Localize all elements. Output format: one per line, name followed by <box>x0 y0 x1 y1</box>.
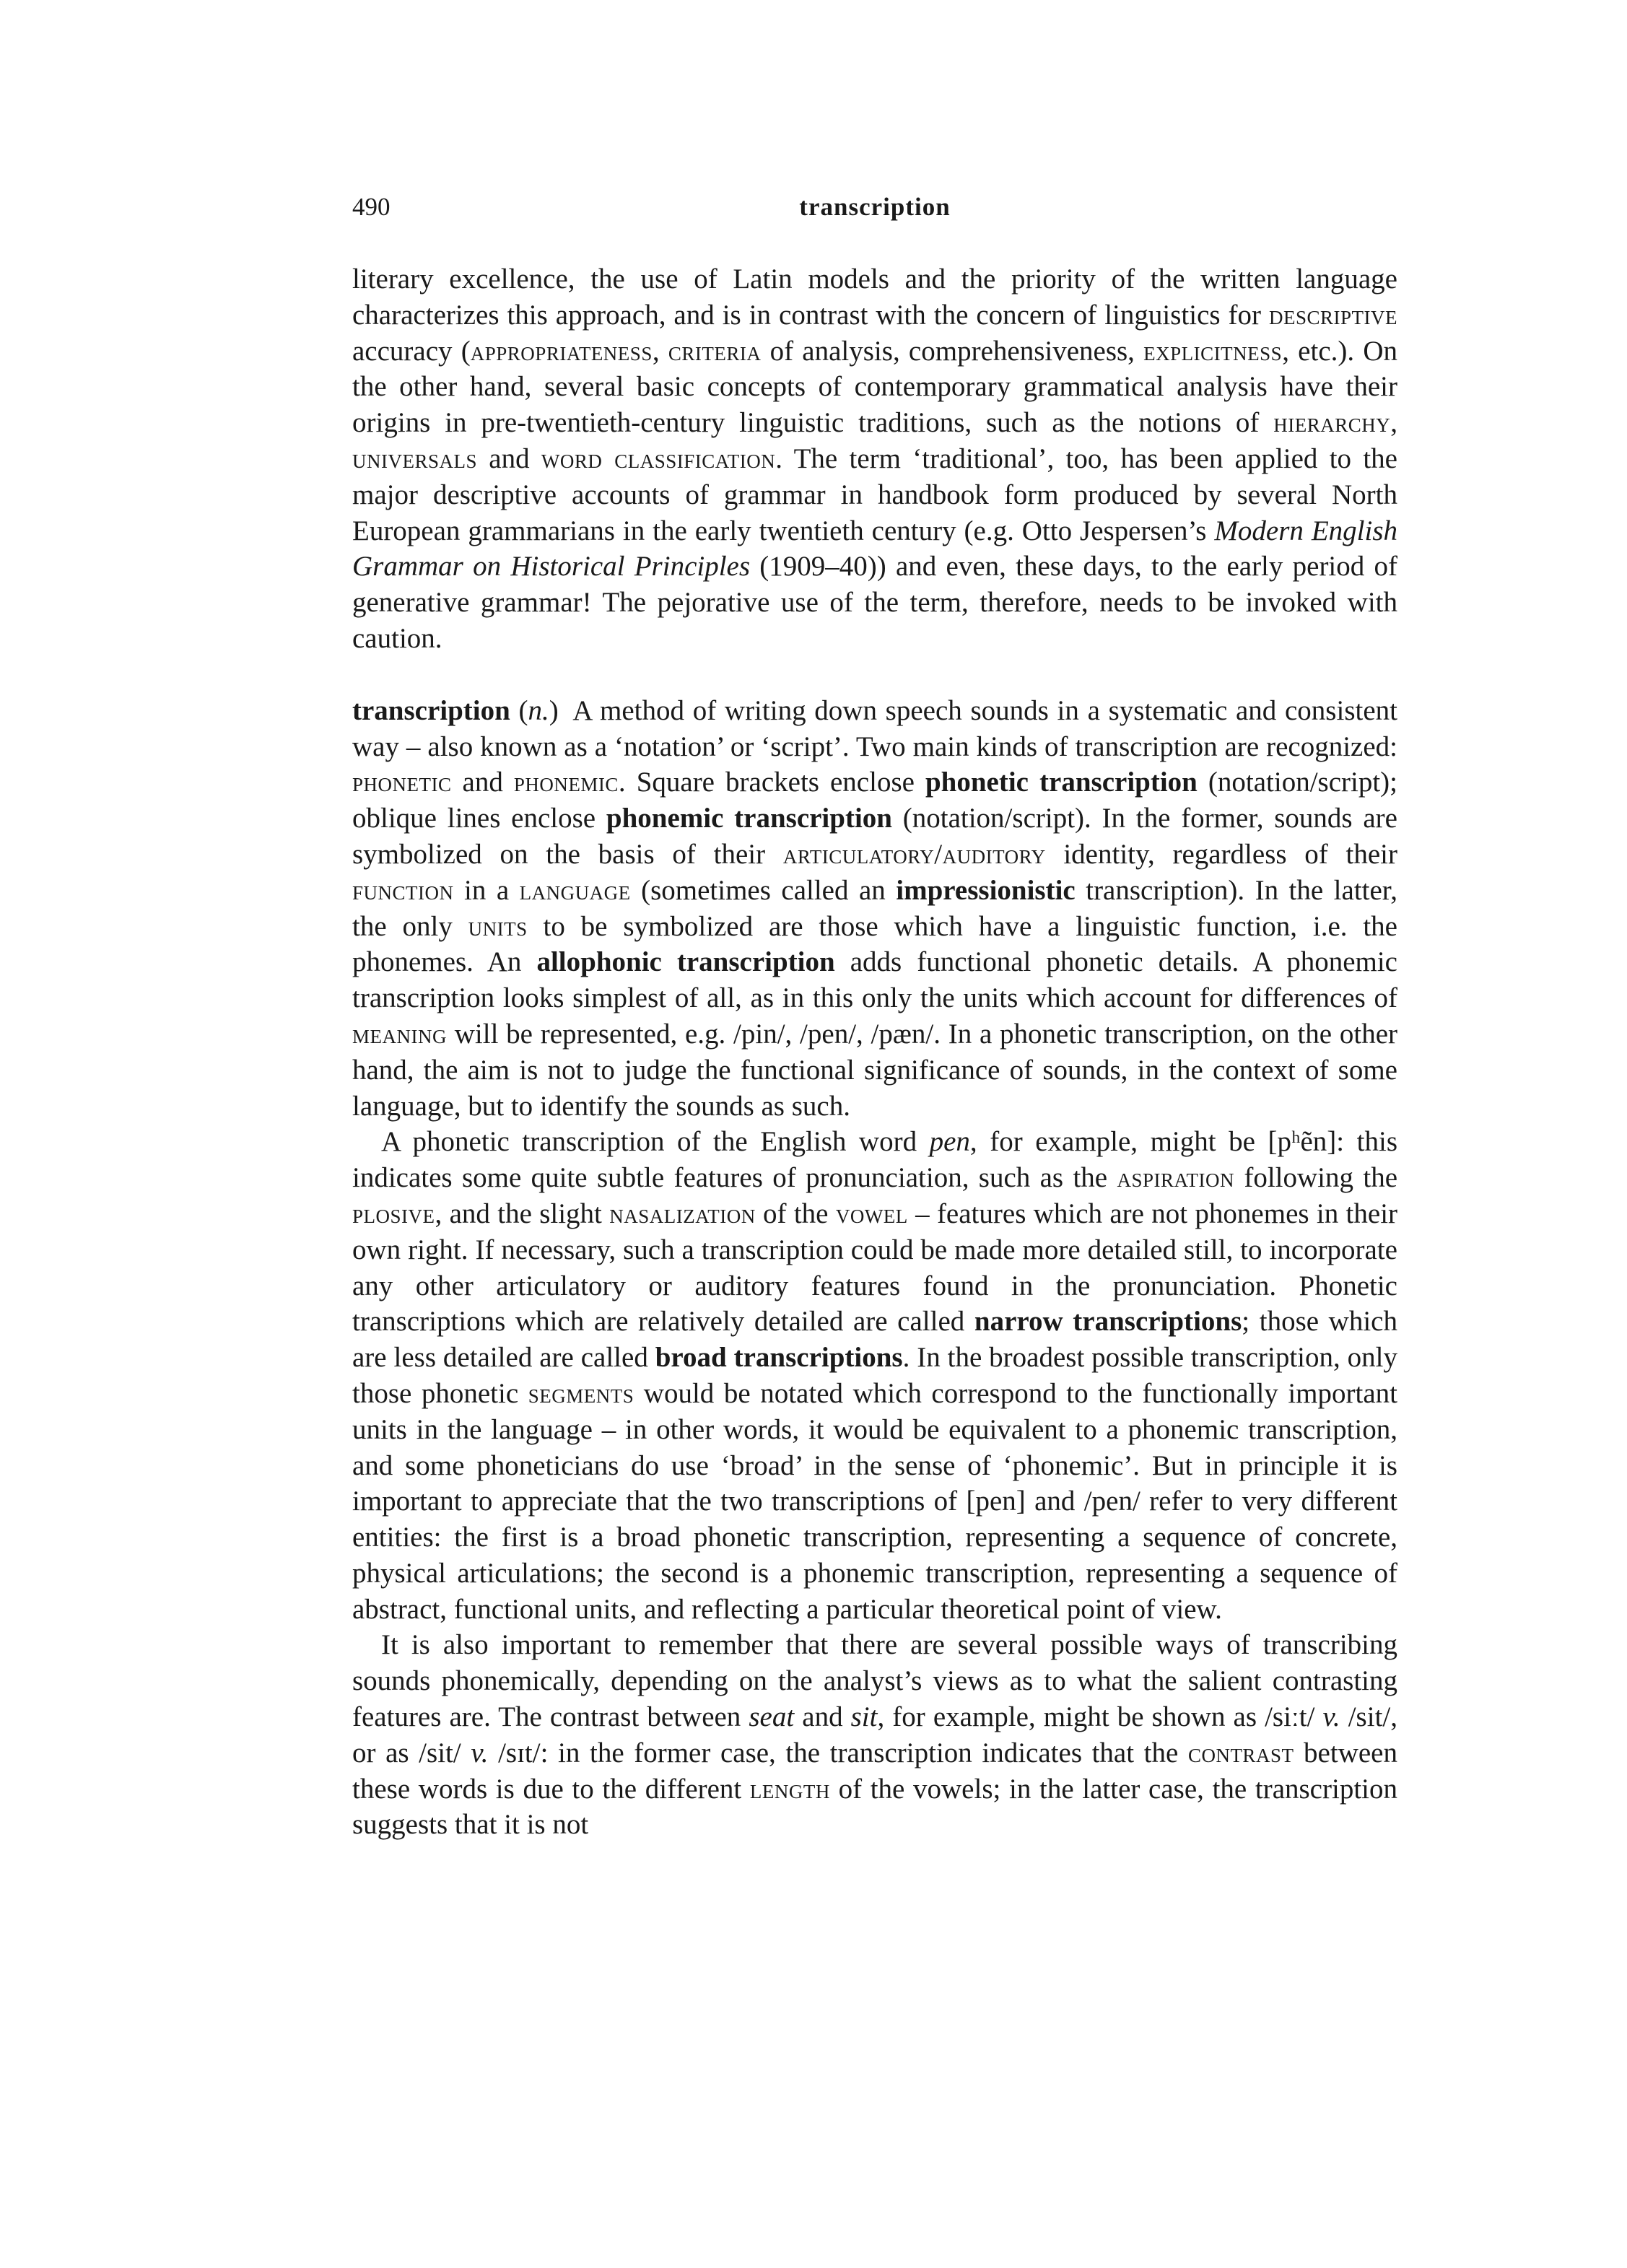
term-phonemic-transcription: phonemic transcription <box>606 803 892 834</box>
versus-abbrev: v. <box>471 1737 489 1768</box>
cross-ref-appropriateness: appropriateness <box>470 335 653 367</box>
cross-ref-segments: segments <box>528 1377 634 1409</box>
cross-ref-plosive: plosive <box>352 1198 435 1229</box>
example-word-pen: pen <box>929 1126 970 1158</box>
term-narrow-transcriptions: narrow transcriptions <box>974 1306 1242 1338</box>
paragraph: A phonetic transcription of the English word pen, for example, might be [pʰẽn]: this indicates some quite subtle features of pronunciation, such as the aspiration following the plosive, and the slight nasalization of the vowel – features which are not phonemes in their own right. If necessary, such a transcription could be made more detailed still, to incorporate any other articulatory or auditory features found in the pronunciation. Phonetic transcriptions which are relatively detailed are called narrow transcriptions; those which are less detailed are called broad transcriptions. In the broadest possible transcription, only those phonetic segments would be notated which correspond to the functionally important units in the language – in other words, it would be equivalent to a phonemic transcription, and some phoneticians do use ‘broad’ in the sense of ‘phonemic’. But in principle it is important to appreciate that the two transcriptions of [pen] and /pen/ refer to very different entities: the first is a broad phonetic transcription, representing a sequence of concrete, physical articulations; the second is a phonemic transcription, representing a sequence of abstract, functional units, and reflecting a particular theoretical point of view. <box>352 1126 1398 1625</box>
cross-ref-phonemic: phonemic <box>513 767 619 798</box>
cross-ref-aspiration: aspiration <box>1117 1162 1234 1194</box>
term-impressionistic: impressionistic <box>896 874 1076 906</box>
cross-ref-meaning: meaning <box>352 1018 447 1050</box>
term-allophonic-transcription: allophonic transcription <box>536 946 835 978</box>
cross-ref-hierarchy: hierarchy <box>1273 407 1391 439</box>
paragraph: It is also important to remember that there are several possible ways of transcribing sounds phonemically, depending on the analyst’s views as to what the salient contrasting features are. The contrast between seat and sit, for example, might be shown as /siːt/ v. /sit/, or as /sit/ v. /sɪt/: in the former case, the transcription indicates that the contrast between these words is due to the different length of the vowels; in the latter case, the transcription suggests that it is not <box>352 1629 1397 1841</box>
example-word-seat: seat <box>749 1701 795 1733</box>
running-title: transcription <box>799 193 951 221</box>
term-phonetic-transcription: phonetic transcription <box>925 767 1198 798</box>
book-title: Modern English Grammar on Historical Principles <box>352 515 1397 583</box>
part-of-speech: n. <box>528 694 549 726</box>
versus-abbrev: v. <box>1322 1701 1340 1733</box>
headword: transcription <box>352 694 510 726</box>
example-word-sit: sit <box>850 1701 878 1733</box>
entry-paragraph: transcription (n.) A method of writing down speech sounds in a systematic and consistent way – also known as a ‘notation’ or ‘script’. Two main kinds of transcription are recognized: phonetic and phonemic. Square brackets enclose phonetic transcription (notation/script); oblique lines enclose phonemic transcription (notation/script). In the former, sounds are symbolized on the basis of their articulatory/auditory identity, regardless of their function in a language (sometimes called an impressionistic transcription). In the latter, the only units to be symbolized are those which have a linguistic function, i.e. the phonemes. An allophonic transcription adds functional phonetic details. A phonemic transcription looks simplest of all, as in this only the units which account for differences of meaning will be represented, e.g. /pin/, /pen/, /pæn/. In a phonetic transcription, on the other hand, the aim is not to judge the functional significance of sounds, in the context of some language, but to identify the sounds as such. <box>352 694 1398 1122</box>
cross-ref-criteria: criteria <box>668 335 762 367</box>
cross-ref-length: length <box>749 1773 830 1805</box>
cross-ref-units: units <box>468 910 528 942</box>
page-number: 490 <box>352 193 391 221</box>
cross-ref-universals: universals <box>352 442 478 474</box>
cross-ref-articulatory-auditory: articulatory/auditory <box>782 838 1046 870</box>
cross-ref-phonetic: phonetic <box>352 767 452 798</box>
cross-ref-explicitness: explicitness <box>1143 335 1283 367</box>
cross-ref-nasalization: nasalization <box>609 1198 756 1229</box>
cross-ref-descriptive: descriptive <box>1268 299 1397 331</box>
cross-ref-function: function <box>352 874 454 906</box>
cross-ref-language: language <box>519 874 631 906</box>
continued-paragraph: literary excellence, the use of Latin models and the priority of the written language characterizes this approach, and is in contrast with the concern of linguistics for descriptive accuracy (appropriateness, criteria of analysis, comprehensiveness, explicitness, etc.). On the other hand, several basic concepts of contemporary grammatical analysis have their origins in pre-twentieth-century linguistic traditions, such as the notions of hierarchy, universals and word classification. The term ‘traditional’, too, has been applied to the major descriptive accounts of grammar in handbook form produced by several North European grammarians in the early twentieth century (e.g. Otto Jespersen’s Modern English Grammar on Historical Principles (1909–40)) and even, these days, to the early period of generative grammar! The pejorative use of the term, therefore, needs to be invoked with caution. <box>352 263 1398 654</box>
running-head <box>352 189 1397 225</box>
body-text <box>352 261 1397 1843</box>
term-broad-transcriptions: broad transcriptions <box>655 1342 903 1374</box>
cross-ref-contrast: contrast <box>1187 1737 1294 1768</box>
cross-ref-word-classification: word classification <box>541 442 776 474</box>
cross-ref-vowel: vowel <box>835 1198 908 1229</box>
